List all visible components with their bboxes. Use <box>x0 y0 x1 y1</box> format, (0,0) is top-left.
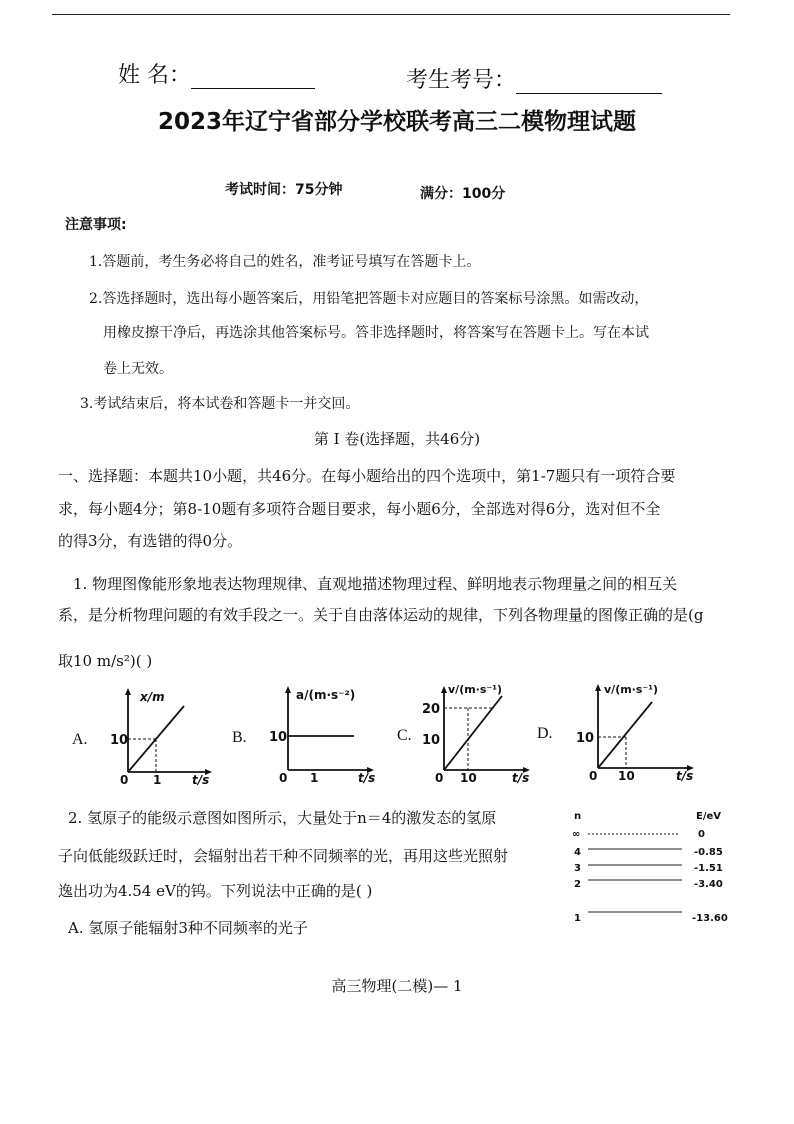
note-item-2-line-2: 用橡皮擦干净后，再选涂其他答案标号。答非选择题时，将答案写在答题卡上。写在本试 <box>103 325 649 341</box>
x-axis-label: t/s <box>192 773 210 787</box>
x-axis-label: t/s <box>358 771 376 785</box>
origin-label: 0 <box>435 771 444 785</box>
y-axis-arrow <box>441 686 447 693</box>
level-e-infinity: 0 <box>698 829 705 840</box>
y-tick-label: 10 <box>576 731 595 746</box>
q1-line-3: 取10 m/s²)( ) <box>58 652 153 670</box>
y-axis-label: x/m <box>140 690 165 704</box>
option-a-graph <box>108 682 220 788</box>
level-n-1: 1 <box>574 913 581 924</box>
page-title: 2023年辽宁省部分学校联考高三二模物理试题 <box>157 109 636 135</box>
origin-label: 0 <box>279 771 288 785</box>
notes-heading: 注意事项: <box>65 217 127 233</box>
x-tick-label: 1 <box>310 771 319 785</box>
energy-header: E/eV <box>696 811 722 822</box>
note-item-2-line-1: 2.答选择题时，选出每小题答案后，用铅笔把答题卡对应题目的答案标号涂黑。如需改动， <box>89 291 649 307</box>
y-tick-label-10: 10 <box>422 733 441 748</box>
option-c-graph <box>418 678 536 786</box>
option-b-letter[interactable]: B. <box>232 729 247 746</box>
energy-level-diagram <box>566 808 742 928</box>
level-e-2: -3.40 <box>694 879 723 890</box>
option-a-letter[interactable]: A. <box>72 731 88 748</box>
x-tick-label: 10 <box>618 769 635 783</box>
origin-label: 0 <box>589 769 598 783</box>
graph-line <box>598 702 652 768</box>
exam-number-blank[interactable] <box>516 71 662 94</box>
y-axis-arrow <box>595 684 601 691</box>
y-axis-label: a/(m·s⁻²) <box>296 688 356 702</box>
y-axis-label: v/(m·s⁻¹) <box>604 683 659 696</box>
y-tick-label: 10 <box>269 730 288 745</box>
graph-line <box>444 696 502 770</box>
section-intro-line-2: 求，每小题4分；第8-10题有多项符合题目要求，每小题6分，全部选对得6分，选对但不全 <box>58 500 661 518</box>
level-e-1: -13.60 <box>692 913 728 924</box>
name-label: 姓 名： <box>118 63 191 88</box>
origin-label: 0 <box>120 773 129 787</box>
x-tick-label: 1 <box>153 773 162 787</box>
exam-number-label: 考生考号： <box>406 68 517 93</box>
exam-number-field <box>406 63 662 94</box>
section-title: 第 I 卷(选择题，共46分) <box>313 430 481 448</box>
note-item-3: 3.考试结束后，将本试卷和答题卡一并交回。 <box>80 396 360 412</box>
level-n-3: 3 <box>574 863 581 874</box>
q2-line-3: 逸出功为4.54 eV的钨。下列说法中正确的是( ) <box>58 882 373 900</box>
level-n-2: 2 <box>574 879 581 890</box>
level-n-4: 4 <box>574 847 581 858</box>
level-e-4: -0.85 <box>694 847 723 858</box>
level-e-3: -1.51 <box>694 863 723 874</box>
option-c-letter[interactable]: C. <box>397 727 412 744</box>
section-intro-line-3: 的得3分，有选错的得0分。 <box>58 532 243 550</box>
note-item-2-line-3: 卷上无效。 <box>103 361 173 377</box>
top-rule <box>52 14 730 15</box>
option-d-graph <box>572 676 700 784</box>
x-axis-label: t/s <box>676 769 694 783</box>
q1-line-2: 系，是分析物理问题的有效手段之一。关于自由落体运动的规律，下列各物理量的图像正确的是(g <box>58 606 704 624</box>
y-tick-label-20: 20 <box>422 702 441 717</box>
full-score: 满分：100分 <box>420 186 506 202</box>
q2-option-a[interactable]: A. 氢原子能辐射3种不同频率的光子 <box>68 919 308 937</box>
q1-line-1: 1. 物理图像能形象地表达物理规律、直观地描述物理过程、鲜明地表示物理量之间的相互关 <box>73 575 678 593</box>
name-field <box>118 58 315 89</box>
exam-time: 考试时间：75分钟 <box>225 182 343 198</box>
option-b-graph <box>266 680 384 786</box>
page-footer: 高三物理(二模)— 1 <box>331 977 463 995</box>
y-axis-arrow <box>285 686 291 693</box>
section-intro-line-1: 一、选择题：本题共10小题，共46分。在每小题给出的四个选项中，第1-7题只有一项符合要 <box>58 467 676 485</box>
level-n-infinity: ∞ <box>572 829 581 840</box>
y-tick-label: 10 <box>110 733 129 748</box>
y-axis-arrow <box>125 688 131 695</box>
name-blank[interactable] <box>191 66 315 89</box>
y-axis-label: v/(m·s⁻¹) <box>448 683 503 696</box>
x-tick-label: 10 <box>460 771 477 785</box>
x-axis-label: t/s <box>512 771 530 785</box>
n-header: n <box>574 811 582 822</box>
q2-line-1: 2. 氢原子的能级示意图如图所示，大量处于n＝4的激发态的氢原 <box>68 809 497 827</box>
note-item-1: 1.答题前，考生务必将自己的姓名，准考证号填写在答题卡上。 <box>89 254 481 270</box>
option-d-letter[interactable]: D. <box>537 725 553 742</box>
q2-line-2: 子向低能级跃迁时，会辐射出若干种不同频率的光，再用这些光照射 <box>58 847 509 865</box>
